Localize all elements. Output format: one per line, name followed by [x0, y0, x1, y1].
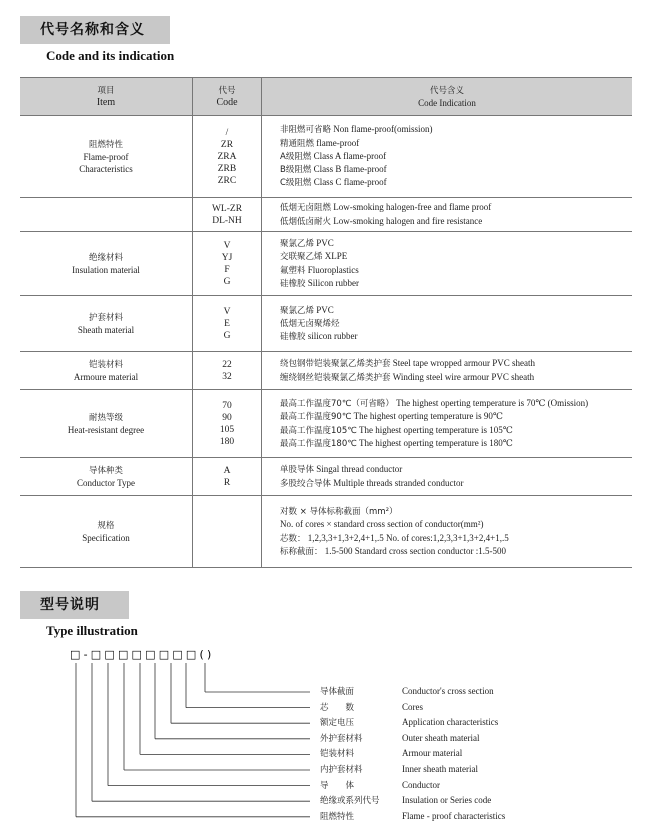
code-value: 105 [219, 424, 235, 435]
header-indication-zh: 代号含义 [429, 85, 464, 96]
indication-en: The highest operting temperature is 105℃ [359, 424, 513, 435]
indication-en: Steel tape wropped armour PVC sheath [392, 358, 535, 369]
diagram-label-en: Application characteristics [402, 717, 499, 728]
diagram-label-zh: 外护套材料 [320, 733, 363, 744]
code-value: ZR [220, 139, 234, 150]
indication-zh: 精通阻燃 [280, 138, 315, 149]
table-row [20, 116, 632, 198]
indication-line [280, 357, 632, 370]
code-value: DL-NH [212, 215, 242, 226]
indication-en: Low-smoking halogen and fire resistance [333, 215, 483, 226]
diagram-label-en: Cores [402, 701, 423, 712]
diagram-label-zh: 芯 数 [320, 702, 355, 713]
item-cell [20, 496, 193, 568]
indication-line [280, 150, 632, 163]
item-name-en: Armoure material [73, 371, 139, 382]
indication-zh: 低烟无卤聚烯烃 [280, 318, 340, 329]
code-cell [193, 390, 262, 458]
item-name-zh: 铠装材料 [88, 359, 123, 370]
indication-cell [262, 296, 633, 352]
code-table [20, 77, 632, 568]
indication-zh: 低烟低卤耐火 [280, 216, 332, 227]
indication-cell [262, 116, 633, 198]
item-cell [20, 352, 193, 390]
table-header-row [20, 78, 632, 116]
table-row [20, 232, 632, 296]
indication-cell [262, 232, 633, 296]
item-cell [20, 232, 193, 296]
indication-line [280, 163, 632, 176]
indication-line [280, 477, 632, 490]
header-code-zh: 代号 [218, 85, 236, 96]
code-value: 22 [222, 359, 232, 370]
item-cell [20, 198, 193, 232]
code-value: G [223, 276, 231, 287]
indication-en: Silicon rubber [307, 277, 360, 288]
code-cell [193, 296, 262, 352]
diagram-label-zh: 绝缘或系列代号 [320, 796, 380, 807]
code-cell [193, 496, 262, 568]
diagram-label-zh: 导体截面 [320, 687, 355, 697]
indication-zh: 聚氯乙烯 [280, 305, 315, 316]
indication-en: Winding steel wire armour PVC sheath [392, 371, 535, 382]
indication-en: Non flame-proof(omission) [333, 124, 433, 135]
code-value: G [223, 330, 231, 341]
section-title-codes: 代号名称和含义 [20, 16, 170, 44]
indication-zh: 缠绕钢丝铠装聚氯乙烯类护套 [280, 372, 391, 383]
indication-cell [262, 352, 633, 390]
indication-line [280, 137, 632, 150]
diagram-label-zh: 额定电压 [320, 718, 355, 729]
indication-line [280, 397, 632, 410]
item-name-zh: 导体种类 [88, 465, 123, 476]
header-indication-en: Code Indication [418, 97, 476, 108]
indication-line [280, 317, 632, 330]
indication-zh: 聚氯乙烯 [280, 238, 315, 249]
code-value: WL-ZR [211, 203, 243, 214]
indication-zh: A级阻燃 [280, 151, 312, 162]
item-name-en: Sheath material [77, 324, 135, 335]
indication-line [280, 463, 632, 476]
code-value: 32 [222, 371, 232, 382]
indication-cell [262, 496, 633, 568]
header-code-en: Code [216, 96, 238, 108]
indication-line [280, 424, 632, 437]
item-name-zh: 耐热等级 [88, 412, 123, 423]
indication-line [280, 215, 632, 228]
indication-en: The highest operting temperature is 70℃ (Omission) [396, 397, 589, 408]
code-value: ZRB [217, 163, 237, 174]
code-cell [193, 352, 262, 390]
section-title-type: 型号说明 [20, 591, 129, 619]
code-cell [193, 116, 262, 198]
indication-line [280, 437, 632, 450]
indication-en: PVC [316, 237, 334, 248]
indication-zh: B级阻燃 [280, 165, 312, 176]
diagram-label-zh: 铠装材料 [320, 749, 355, 760]
code-value: 70 [222, 400, 232, 411]
code-cell [193, 232, 262, 296]
item-name-zh: 护套材料 [88, 312, 123, 323]
item-cell [20, 116, 193, 198]
diagram-label-en: Conductor [402, 779, 440, 790]
indication-zh: 低烟无卤阻燃 [280, 203, 332, 214]
indication-en: No. of cores × standard cross section of conductor(mm²) [280, 519, 484, 530]
indication-en: Singal thread conductor [316, 464, 403, 475]
indication-zh: 绕包钢带铠装聚氯乙烯类护套 [280, 359, 391, 370]
indication-zh: 最高工作温度105℃ [280, 425, 357, 436]
indication-line [280, 518, 632, 531]
indication-en: Multiple threads stranded conductor [333, 477, 464, 488]
indication-zh: 最高工作温度70℃（可省略） [280, 398, 394, 409]
indication-cell [262, 458, 633, 496]
item-name-zh: 规格 [97, 520, 115, 531]
indication-zh: 硅橡胶 [280, 278, 306, 289]
item-name-en: Flame-proof [83, 151, 129, 162]
code-value: R [223, 477, 231, 488]
item-name-en: Specification [82, 532, 130, 543]
type-diagram [0, 645, 650, 834]
indication-line [280, 545, 632, 558]
code-value: V [223, 240, 231, 251]
code-value: 180 [219, 436, 235, 447]
item-name-zh: 绝缘材料 [88, 252, 123, 263]
indication-line [280, 410, 632, 423]
table-row [20, 352, 632, 390]
code-value: / [225, 127, 229, 138]
indication-line [280, 304, 632, 317]
indication-zh: 芯数： [280, 533, 306, 544]
indication-en: Class A flame-proof [313, 150, 387, 161]
code-value: F [224, 264, 230, 275]
indication-zh: 多股绞合导体 [280, 478, 332, 489]
indication-line [280, 123, 632, 136]
section-subtitle-codes: Code and its indication [46, 48, 175, 63]
diagram-label-en: Flame - proof characteristics [402, 810, 506, 821]
indication-zh: 交联聚乙烯 [280, 252, 323, 263]
code-value: ZRC [217, 175, 237, 186]
item-name-zh: 阻燃特性 [88, 139, 123, 150]
code-value: YJ [221, 252, 233, 263]
table-row [20, 198, 632, 232]
indication-en: silicon rubber [307, 331, 358, 342]
indication-zh: 硅橡胶 [280, 332, 306, 343]
code-cell [193, 458, 262, 496]
table-row [20, 296, 632, 352]
indication-en: 1,2,3,3+1,3+2,4+1,.5 No. of cores:1,2,3,3+1,3+2,4+1,.5 [307, 532, 509, 543]
indication-en: PVC [316, 304, 334, 315]
indication-en: XLPE [324, 251, 348, 262]
table-row [20, 496, 632, 568]
indication-en: Class B flame-proof [313, 164, 387, 175]
item-name-en: Heat-resistant degree [67, 424, 145, 435]
header-item-zh: 项目 [97, 85, 115, 96]
diagram-label-zh: 阻燃特性 [320, 811, 355, 822]
indication-line [280, 201, 632, 214]
diagram-label-en: Outer sheath material [402, 732, 480, 743]
header-code [193, 78, 262, 116]
indication-line [280, 250, 632, 263]
header-item-en: Item [96, 96, 116, 108]
item-cell [20, 390, 193, 458]
indication-line [280, 330, 632, 343]
code-value: E [224, 318, 230, 329]
indication-cell [262, 390, 633, 458]
indication-en: flame-proof [316, 137, 360, 148]
section-subtitle-type: Type illustration [46, 623, 138, 638]
indication-zh: C级阻燃 [280, 178, 312, 189]
code-value: V [223, 306, 231, 317]
diagram-label-zh: 导 体 [320, 780, 355, 791]
table-row [20, 458, 632, 496]
item-name-en: Characteristics [79, 163, 133, 174]
indication-zh: 最高工作温度90℃ [280, 412, 352, 423]
diagram-label-en: Armour material [402, 748, 463, 759]
indication-line [280, 532, 632, 545]
table-row [20, 390, 632, 458]
indication-en: Fluoroplastics [307, 264, 359, 275]
code-value: 90 [222, 412, 232, 423]
diagram-label-en: Conductor's cross section [402, 686, 494, 696]
code-cell [193, 198, 262, 232]
indication-line [280, 277, 632, 290]
indication-line [280, 264, 632, 277]
indication-line [280, 237, 632, 250]
item-cell [20, 296, 193, 352]
header-indication [262, 78, 633, 116]
code-template: □-□□□□□□□□() [70, 648, 215, 661]
indication-zh: 非阻燃可省略 [280, 125, 332, 136]
indication-zh: 最高工作温度180℃ [280, 438, 357, 449]
code-value: A [223, 465, 231, 476]
diagram-label-zh: 内护套材料 [320, 765, 363, 775]
indication-en: 1.5-500 Standard cross section conductor :1.5-500 [324, 545, 506, 556]
header-item [20, 78, 193, 116]
indication-zh: 单股导体 [280, 465, 315, 476]
indication-zh: 氟塑料 [280, 265, 306, 276]
diagram-label-en: Insulation or Series code [402, 795, 492, 806]
diagram-label-en: Inner sheath material [402, 764, 478, 774]
indication-line [280, 176, 632, 189]
indication-zh: 标称截面： [280, 546, 323, 557]
indication-line [280, 371, 632, 384]
item-name-en: Conductor Type [77, 477, 135, 488]
code-value: ZRA [217, 151, 237, 162]
indication-en: Low-smoking halogen-free and flame proof [333, 202, 492, 213]
item-cell [20, 458, 193, 496]
indication-cell [262, 198, 633, 232]
indication-en: Class C flame-proof [313, 177, 387, 188]
indication-line [280, 505, 632, 518]
indication-en: The highest operting temperature is 180℃ [359, 437, 513, 448]
indication-en: The highest operting temperature is 90℃ [353, 411, 503, 422]
item-name-en: Insulation material [72, 264, 140, 275]
indication-zh: 对数 × 导体标称截面（mm²） [280, 506, 398, 517]
